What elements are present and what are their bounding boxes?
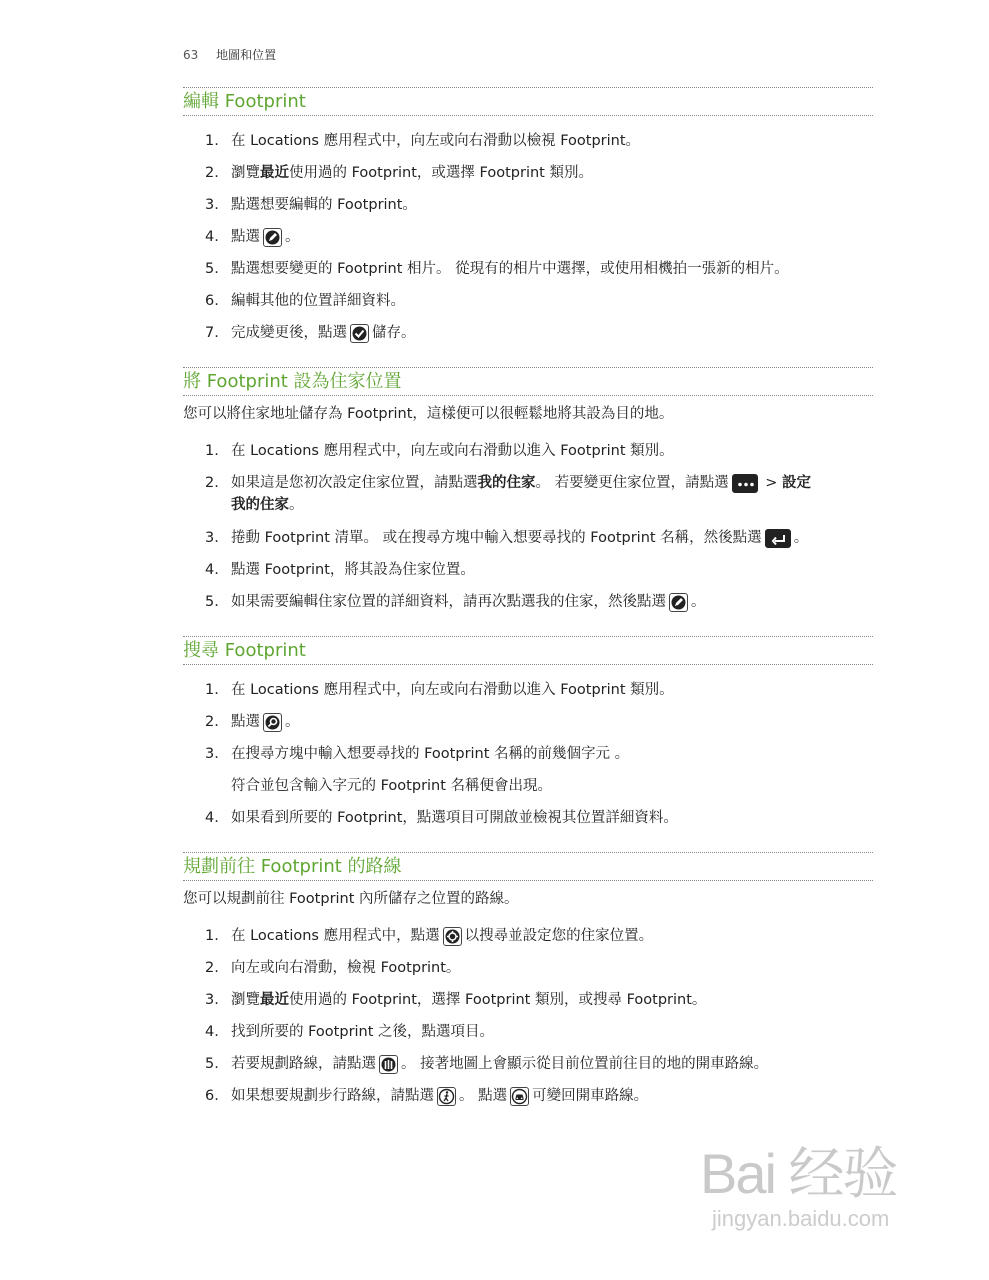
list-item: 3. 在搜尋方塊中輸入想要尋找的 Footprint 名稱的前幾個字元 。	[205, 746, 630, 762]
section-route-footprint	[183, 852, 873, 1117]
enter-icon	[765, 529, 791, 548]
section-intro: 您可以將住家地址儲存為 Footprint，這樣便可以很輕鬆地將其設為目的地。	[183, 406, 674, 422]
list-item: 4. 找到所要的 Footprint 之後，點選項目。	[205, 1024, 495, 1040]
list-item: 6. 如果想要規劃步行路線，請點選 。 點選 可變回開車路線。	[205, 1088, 649, 1104]
watermark	[700, 1130, 940, 1240]
section-title: 搜尋 Footprint	[183, 636, 873, 665]
step-note: 符合並包含輸入字元的 Footprint 名稱便會出現。	[231, 778, 553, 794]
list-item: 3. 點選想要編輯的 Footprint。	[205, 197, 417, 213]
section-title: 編輯 Footprint	[183, 87, 873, 116]
list-item: 4. 點選 Footprint，將其設為住家位置。	[205, 562, 475, 578]
check-icon	[350, 324, 369, 343]
section-search-footprint	[183, 636, 873, 839]
more-icon	[732, 474, 758, 493]
list-item: 1. 在 Locations 應用程式中，點選 以搜尋並設定您的住家位置。	[205, 928, 654, 944]
section-intro: 您可以規劃前往 Footprint 內所儲存之位置的路線。	[183, 891, 519, 907]
list-item: 3. 捲動 Footprint 清單。 或在搜尋方塊中輸入想要尋找的 Footprint 名稱，然後點選 。	[205, 530, 809, 546]
route-icon	[379, 1055, 398, 1074]
section-title: 將 Footprint 設為住家位置	[183, 367, 873, 396]
list-item: 2. 點選 。	[205, 714, 300, 730]
list-item: 4. 點選 。	[205, 229, 300, 245]
list-item: 5. 若要規劃路線，請點選 。 接著地圖上會顯示從目前位置前往目的地的開車路線。	[205, 1056, 769, 1072]
list-item: 5. 點選想要變更的 Footprint 相片。 從現有的相片中選擇，或使用相機拍一張新的相片。	[205, 261, 789, 277]
locate-icon	[443, 927, 462, 946]
list-item: 3. 瀏覽最近使用過的 Footprint，選擇 Footprint 類別，或搜尋 Footprint。	[205, 992, 707, 1008]
edit-icon	[263, 228, 282, 247]
list-item: 2. 如果這是您初次設定住家位置，請點選我的住家。 若要變更住家位置，請點選 > 設定 我的住家。	[205, 475, 811, 513]
watermark-brand: Bai 经验	[700, 1142, 897, 1205]
list-item: 5. 如果需要編輯住家位置的詳細資料，請再次點選我的住家，然後點選 。	[205, 594, 706, 610]
list-item: 2. 瀏覽最近使用過的 Footprint，或選擇 Footprint 類別。	[205, 165, 593, 181]
page-header	[183, 46, 276, 63]
section-set-home	[183, 367, 873, 623]
list-item: 6. 編輯其他的位置詳細資料。	[205, 293, 405, 309]
car-icon	[510, 1087, 529, 1106]
section-title: 規劃前往 Footprint 的路線	[183, 852, 873, 881]
list-item: 1. 在 Locations 應用程式中，向左或向右滑動以進入 Footprint 類別。	[205, 443, 674, 459]
list-item: 7. 完成變更後，點選 儲存。	[205, 325, 416, 341]
list-item: 4. 如果看到所要的 Footprint，點選項目可開啟並檢視其位置詳細資料。	[205, 810, 678, 826]
list-item: 1. 在 Locations 應用程式中，向左或向右滑動以檢視 Footprint。	[205, 133, 641, 149]
edit-icon	[669, 593, 688, 612]
list-item: 1. 在 Locations 應用程式中，向左或向右滑動以進入 Footprint 類別。	[205, 682, 674, 698]
watermark-url: jingyan.baidu.com	[712, 1206, 890, 1231]
chapter-title: 地圖和位置	[216, 48, 277, 62]
list-item: 2. 向左或向右滑動，檢視 Footprint。	[205, 960, 461, 976]
walk-icon	[437, 1087, 456, 1106]
search-icon	[263, 713, 282, 732]
page-number: 63	[183, 48, 199, 62]
section-edit-footprint	[183, 87, 873, 354]
